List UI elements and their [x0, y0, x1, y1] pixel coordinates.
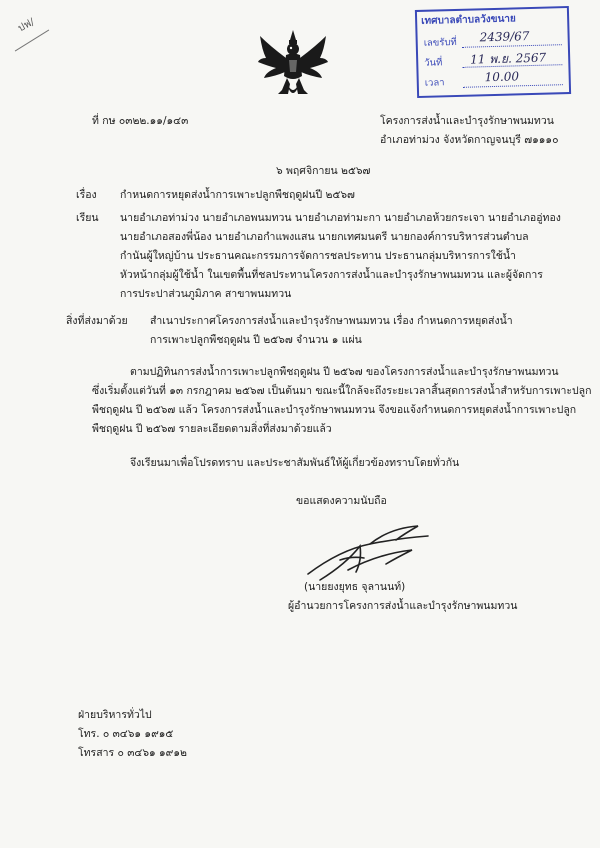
- handwritten-signature: [300, 520, 440, 586]
- enclosure-line-1: สำเนาประกาศโครงการส่งน้ำและบำรุงรักษาพนมทวน เรื่อง กำหนดการหยุดส่งน้ำ: [150, 315, 513, 327]
- stamp-time-label: เวลา: [424, 77, 445, 89]
- subject-label: เรื่อง: [76, 189, 97, 201]
- stamp-receive-line: [462, 44, 562, 48]
- sender-line-2: อำเภอท่าม่วง จังหวัดกาญจนบุรี ๗๑๑๑๐: [380, 134, 559, 146]
- receiving-stamp: [415, 6, 571, 98]
- margin-handwritten-note: ปฟ/: [16, 16, 37, 35]
- stamp-header: เทศบาลตำบลวังขนาย: [421, 13, 516, 27]
- footer-telephone: โทร. ๐ ๓๔๖๑ ๑๙๑๕: [78, 728, 174, 740]
- document-number: ที่ กษ ๐๓๒๒.๑๑/๑๔๓: [92, 115, 189, 127]
- to-line-1: นายอำเภอท่าม่วง นายอำเภอพนมทวน นายอำเภอท่ามะกา นายอำเภอห้วยกระเจา นายอำเภออู่ทอง: [120, 212, 561, 224]
- footer-fax: โทรสาร ๐ ๓๔๖๑ ๑๙๑๒: [78, 747, 187, 759]
- enclosure-label: สิ่งที่ส่งมาด้วย: [66, 315, 128, 327]
- regards-line: ขอแสดงความนับถือ: [296, 495, 387, 507]
- footer-unit: ฝ่ายบริหารทั่วไป: [78, 709, 152, 721]
- body-line-3: พืชฤดูฝน ปี ๒๕๖๗ แล้ว โครงการส่งน้ำและบำรุงรักษาพนมทวน จึงขอแจ้งกำหนดการหยุดส่งน้ำการเพาะปลูก: [92, 404, 577, 416]
- to-line-5: การประปาส่วนภูมิภาค สาขาพนมทวน: [120, 288, 292, 300]
- stamp-receive-label: เลขรับที่: [423, 36, 457, 49]
- closing-paragraph: จึงเรียนมาเพื่อโปรดทราบ และประชาสัมพันธ์ให้ผู้เกี่ยวข้องทราบโดยทั่วกัน: [130, 457, 460, 469]
- stamp-time-value: 10.00: [484, 69, 520, 85]
- stamp-date-value: 11 พ.ย. 2567: [470, 50, 547, 67]
- to-line-4: หัวหน้ากลุ่มผู้ใช้น้ำ ในเขตพื้นที่ชลประทานโครงการส่งน้ำและบำรุงรักษาพนมทวน และผู้จัดการ: [120, 269, 543, 281]
- signer-position: ผู้อำนวยการโครงการส่งน้ำและบำรุงรักษาพนมทวน: [288, 600, 518, 612]
- stamp-receive-number: 2439/67: [479, 29, 530, 45]
- enclosure-line-2: การเพาะปลูกพืชฤดูฝน ปี ๒๕๖๗ จำนวน ๑ แผ่น: [150, 334, 362, 346]
- stamp-date-label: วันที่: [424, 57, 443, 69]
- letter-date: ๖ พฤศจิกายน ๒๕๖๗: [276, 165, 371, 177]
- sender-line-1: โครงการส่งน้ำและบำรุงรักษาพนมทวน: [380, 115, 554, 127]
- stamp-time-line: [463, 84, 563, 88]
- to-line-2: นายอำเภอสองพี่น้อง นายอำเภอกำแพงแสน นายกเทศมนตรี นายกองค์การบริหารส่วนตำบล: [120, 231, 529, 243]
- body-line-2: ซึ่งเริ่มตั้งแต่วันที่ ๑๓ กรกฎาคม ๒๕๖๗ เป็นต้นมา ขณะนี้ใกล้จะถึงระยะเวลาสิ้นสุดการส่งน้ำสำหรับการเพาะปลูก: [92, 385, 592, 397]
- to-line-3: กำนันผู้ใหญ่บ้าน ประธานคณะกรรมการจัดการชลประทาน ประธานกลุ่มบริหารการใช้น้ำ: [120, 250, 516, 262]
- subject-text: กำหนดการหยุดส่งน้ำการเพาะปลูกพืชฤดูฝนปี ๒๕๖๗: [120, 189, 355, 201]
- garuda-emblem-icon: [256, 28, 330, 106]
- body-line-1: ตามปฏิทินการส่งน้ำการเพาะปลูกพืชฤดูฝน ปี ๒๕๖๗ ของโครงการส่งน้ำและบำรุงรักษาพนมทวน: [130, 366, 559, 378]
- body-line-4: พืชฤดูฝน ปี ๒๕๖๗ รายละเอียดตามสิ่งที่ส่งมาด้วยแล้ว: [92, 423, 332, 435]
- signer-name: (นายยงยุทธ จุลานนท์): [304, 581, 406, 593]
- to-label: เรียน: [76, 212, 99, 224]
